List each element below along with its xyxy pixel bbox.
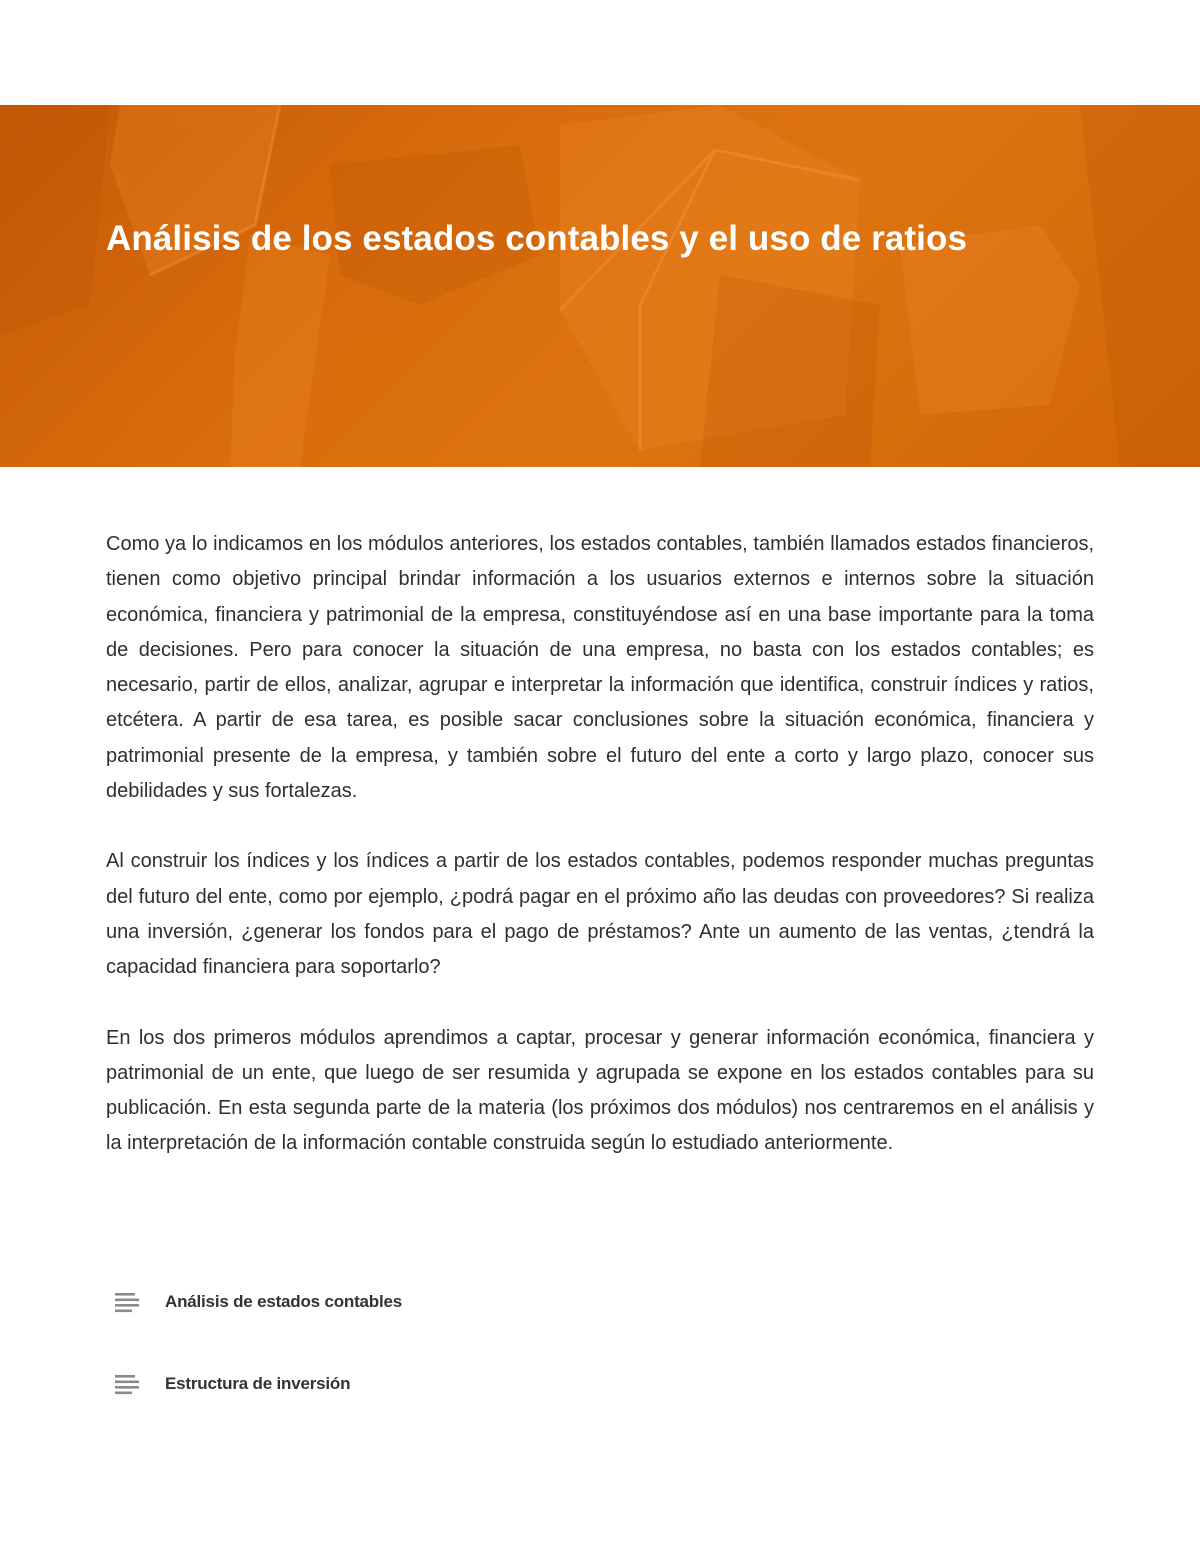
text-lines-icon bbox=[114, 1373, 140, 1395]
page-title: Análisis de los estados contables y el uso de ratios bbox=[106, 219, 968, 258]
paragraph-intro: Como ya lo indicamos en los módulos anteriores, los estados contables, también llamados estados financieros, tienen como objetivo principal brindar información a los usuarios externos e internos sobre la situación económica, financiera y patrimonial de la empresa, constituyéndose así en una base importante para la toma de decisiones. Pero para conocer la situación de una empresa, no basta con los estados contables; es necesario, partir de ellos, analizar, agrupar e interpretar la información que identifica, construir índices y ratios, etcétera. A partir de esa tarea, es posible sacar conclusiones sobre la situación económica, financiera y patrimonial presente de la empresa, y también sobre el futuro del ente a corto y largo plazo, conocer sus debilidades y sus fortalezas. bbox=[106, 533, 1094, 803]
lesson-link-analisis[interactable] bbox=[114, 1280, 814, 1324]
article-body bbox=[106, 527, 1094, 1197]
header-background-image bbox=[0, 105, 1200, 467]
paragraph-modules: En los dos primeros módulos aprendimos a captar, procesar y generar información económica, financiera y patrimonial de un ente, que luego de ser resumida y agrupada se expone en los estados contables para su publicación. En esta segunda parte de la materia (los próximos dos módulos) nos centraremos en el análisis y la interpretación de la información contable construida según lo estudiado anteriormente. bbox=[106, 1026, 1094, 1155]
text-lines-icon bbox=[114, 1291, 140, 1313]
lesson-link-label: Estructura de inversión bbox=[165, 1374, 351, 1393]
header-banner bbox=[0, 105, 1200, 467]
lesson-link-estructura[interactable] bbox=[114, 1362, 814, 1406]
lesson-link-label: Análisis de estados contables bbox=[165, 1292, 403, 1311]
paragraph-questions: Al construir los índices y los índices a partir de los estados contables, podemos responder muchas preguntas del futuro del ente, como por ejemplo, ¿podrá pagar en el próximo año las deudas con proveedores? Si realiza una inversión, ¿generar los fondos para el pago de préstamos? Ante un aumento de las ventas, ¿tendrá la capacidad financiera para soportarlo? bbox=[106, 850, 1094, 979]
lesson-links bbox=[114, 1280, 814, 1444]
